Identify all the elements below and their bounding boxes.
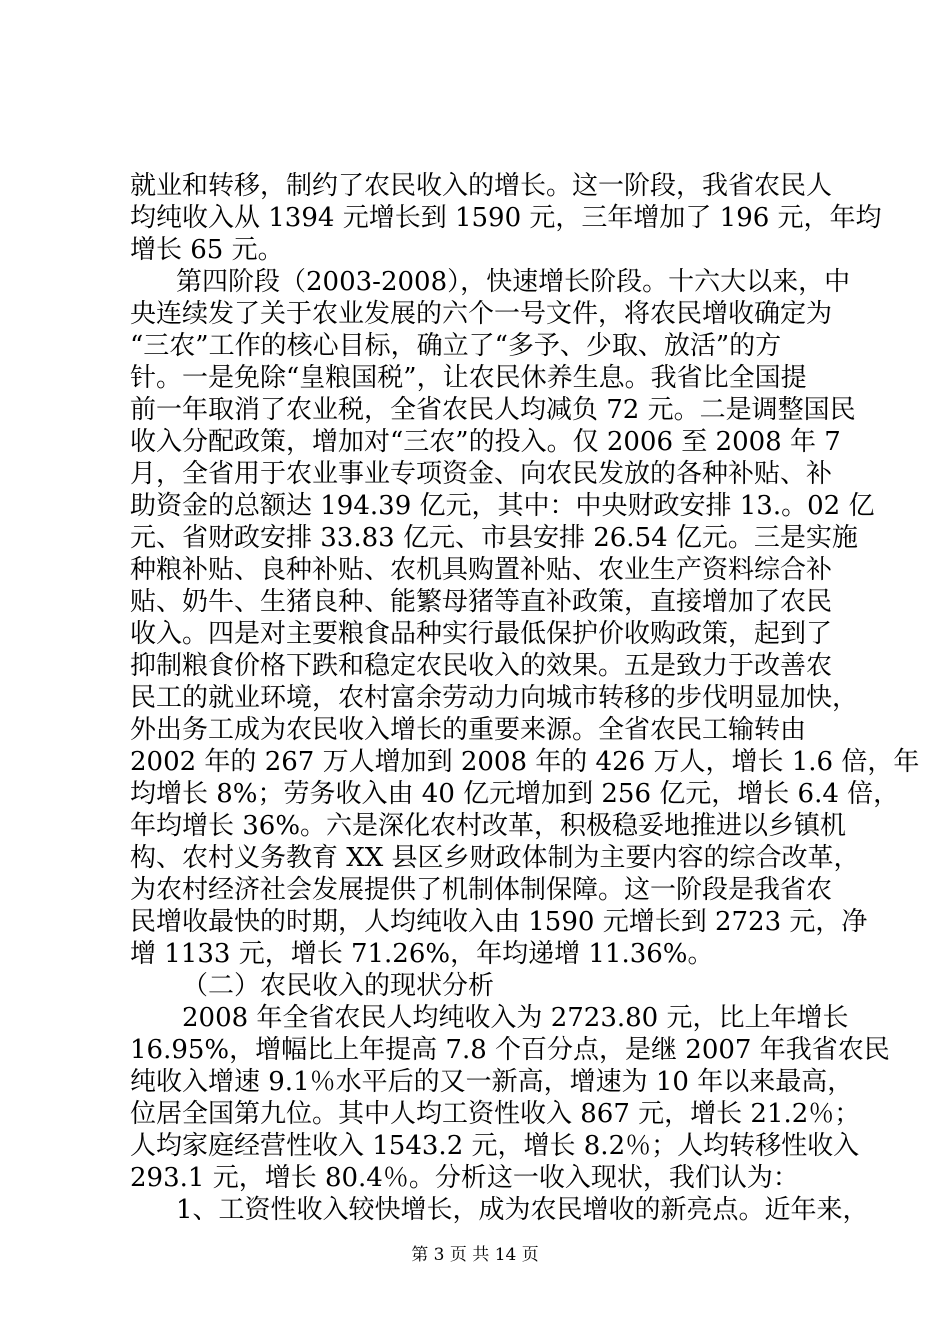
text-line: 央连续发了关于农业发展的六个一号文件，将农民增收确定为 (130, 299, 833, 329)
text-line: 前一年取消了农业税，全省农民人均减负 72 元。二是调整国民 (130, 395, 856, 425)
text-line: 抑制粮食价格下跌和稳定农民收入的效果。五是致力于改善农 (130, 651, 833, 681)
text-line: “三农”工作的核心目标，确立了“多予、少取、放活”的方 (130, 331, 782, 361)
text-line: 位居全国第九位。其中人均工资性收入 867 元，增长 21.2％； (130, 1099, 861, 1129)
page-number-footer: 第 3 页 共 14 页 (411, 1245, 539, 1265)
section-heading: （二）农民收入的现状分析 (182, 971, 495, 1001)
paragraph-start-line: 2008 年全省农民人均纯收入为 2723.80 元，比上年增长 (182, 1003, 849, 1033)
body-text (130, 170, 920, 1226)
text-line: 民增收最快的时期，人均纯收入由 1590 元增长到 2723 元，净 (130, 907, 868, 937)
text-line: 增 1133 元，增长 71.26%，年均递增 11.36%。 (130, 939, 714, 969)
text-line: 为农村经济社会发展提供了机制体制保障。这一阶段是我省农 (130, 875, 833, 905)
text-line: 针。一是免除“皇粮国税”，让农民休养生息。我省比全国提 (130, 363, 807, 393)
text-line: 均纯收入从 1394 元增长到 1590 元，三年增加了 196 元，年均 (130, 203, 882, 233)
text-line: 月，全省用于农业事业专项资金、向农民发放的各种补贴、补 (130, 459, 833, 489)
text-line: 293.1 元，增长 80.4％。分析这一收入现状，我们认为： (130, 1163, 799, 1193)
text-line: 收入分配政策，增加对“三农”的投入。仅 2006 至 2008 年 7 (130, 427, 841, 457)
text-line: 外出务工成为农民收入增长的重要来源。全省农民工输转由 (130, 715, 807, 745)
text-line: 均增长 8%；劳务收入由 40 亿元增加到 256 亿元，增长 6.4 倍， (130, 779, 900, 809)
text-line: 民工的就业环境，农村富余劳动力向城市转移的步伐明显加快， (130, 683, 859, 713)
text-line: 种粮补贴、良种补贴、农机具购置补贴、农业生产资料综合补 (130, 555, 833, 585)
text-line: 纯收入增速 9.1％水平后的又一新高，增速为 10 年以来最高， (130, 1067, 854, 1097)
paragraph-start-line: 第四阶段（2003-2008），快速增长阶段。十六大以来，中 (176, 267, 851, 297)
text-line: 助资金的总额达 194.39 亿元，其中：中央财政安排 13.。02 亿 (130, 491, 875, 521)
text-line: 收入。四是对主要粮食品种实行最低保护价收购政策，起到了 (130, 619, 833, 649)
text-line: 构、农村义务教育 XX 县区乡财政体制为主要内容的综合改革， (130, 843, 860, 873)
text-line: 增长 65 元。 (130, 235, 284, 265)
text-line: 元、省财政安排 33.83 亿元、市县安排 26.54 亿元。三是实施 (130, 523, 858, 553)
text-line: 年均增长 36%。六是深化农村改革，积极稳妥地推进以乡镇机 (130, 811, 847, 841)
text-line: 2002 年的 267 万人增加到 2008 年的 426 万人，增长 1.6 倍，年 (130, 747, 920, 777)
text-line: 贴、奶牛、生猪良种、能繁母猪等直补政策，直接增加了农民 (130, 587, 833, 617)
text-line: 16.95%，增幅比上年提高 7.8 个百分点，是继 2007 年我省农民 (130, 1035, 890, 1065)
text-line: 就业和转移，制约了农民收入的增长。这一阶段，我省农民人 (130, 171, 833, 201)
paragraph-start-line: 1、工资性收入较快增长，成为农民增收的新亮点。近年来， (176, 1195, 869, 1225)
text-line: 人均家庭经营性收入 1543.2 元，增长 8.2％；人均转移性收入 (130, 1131, 860, 1161)
